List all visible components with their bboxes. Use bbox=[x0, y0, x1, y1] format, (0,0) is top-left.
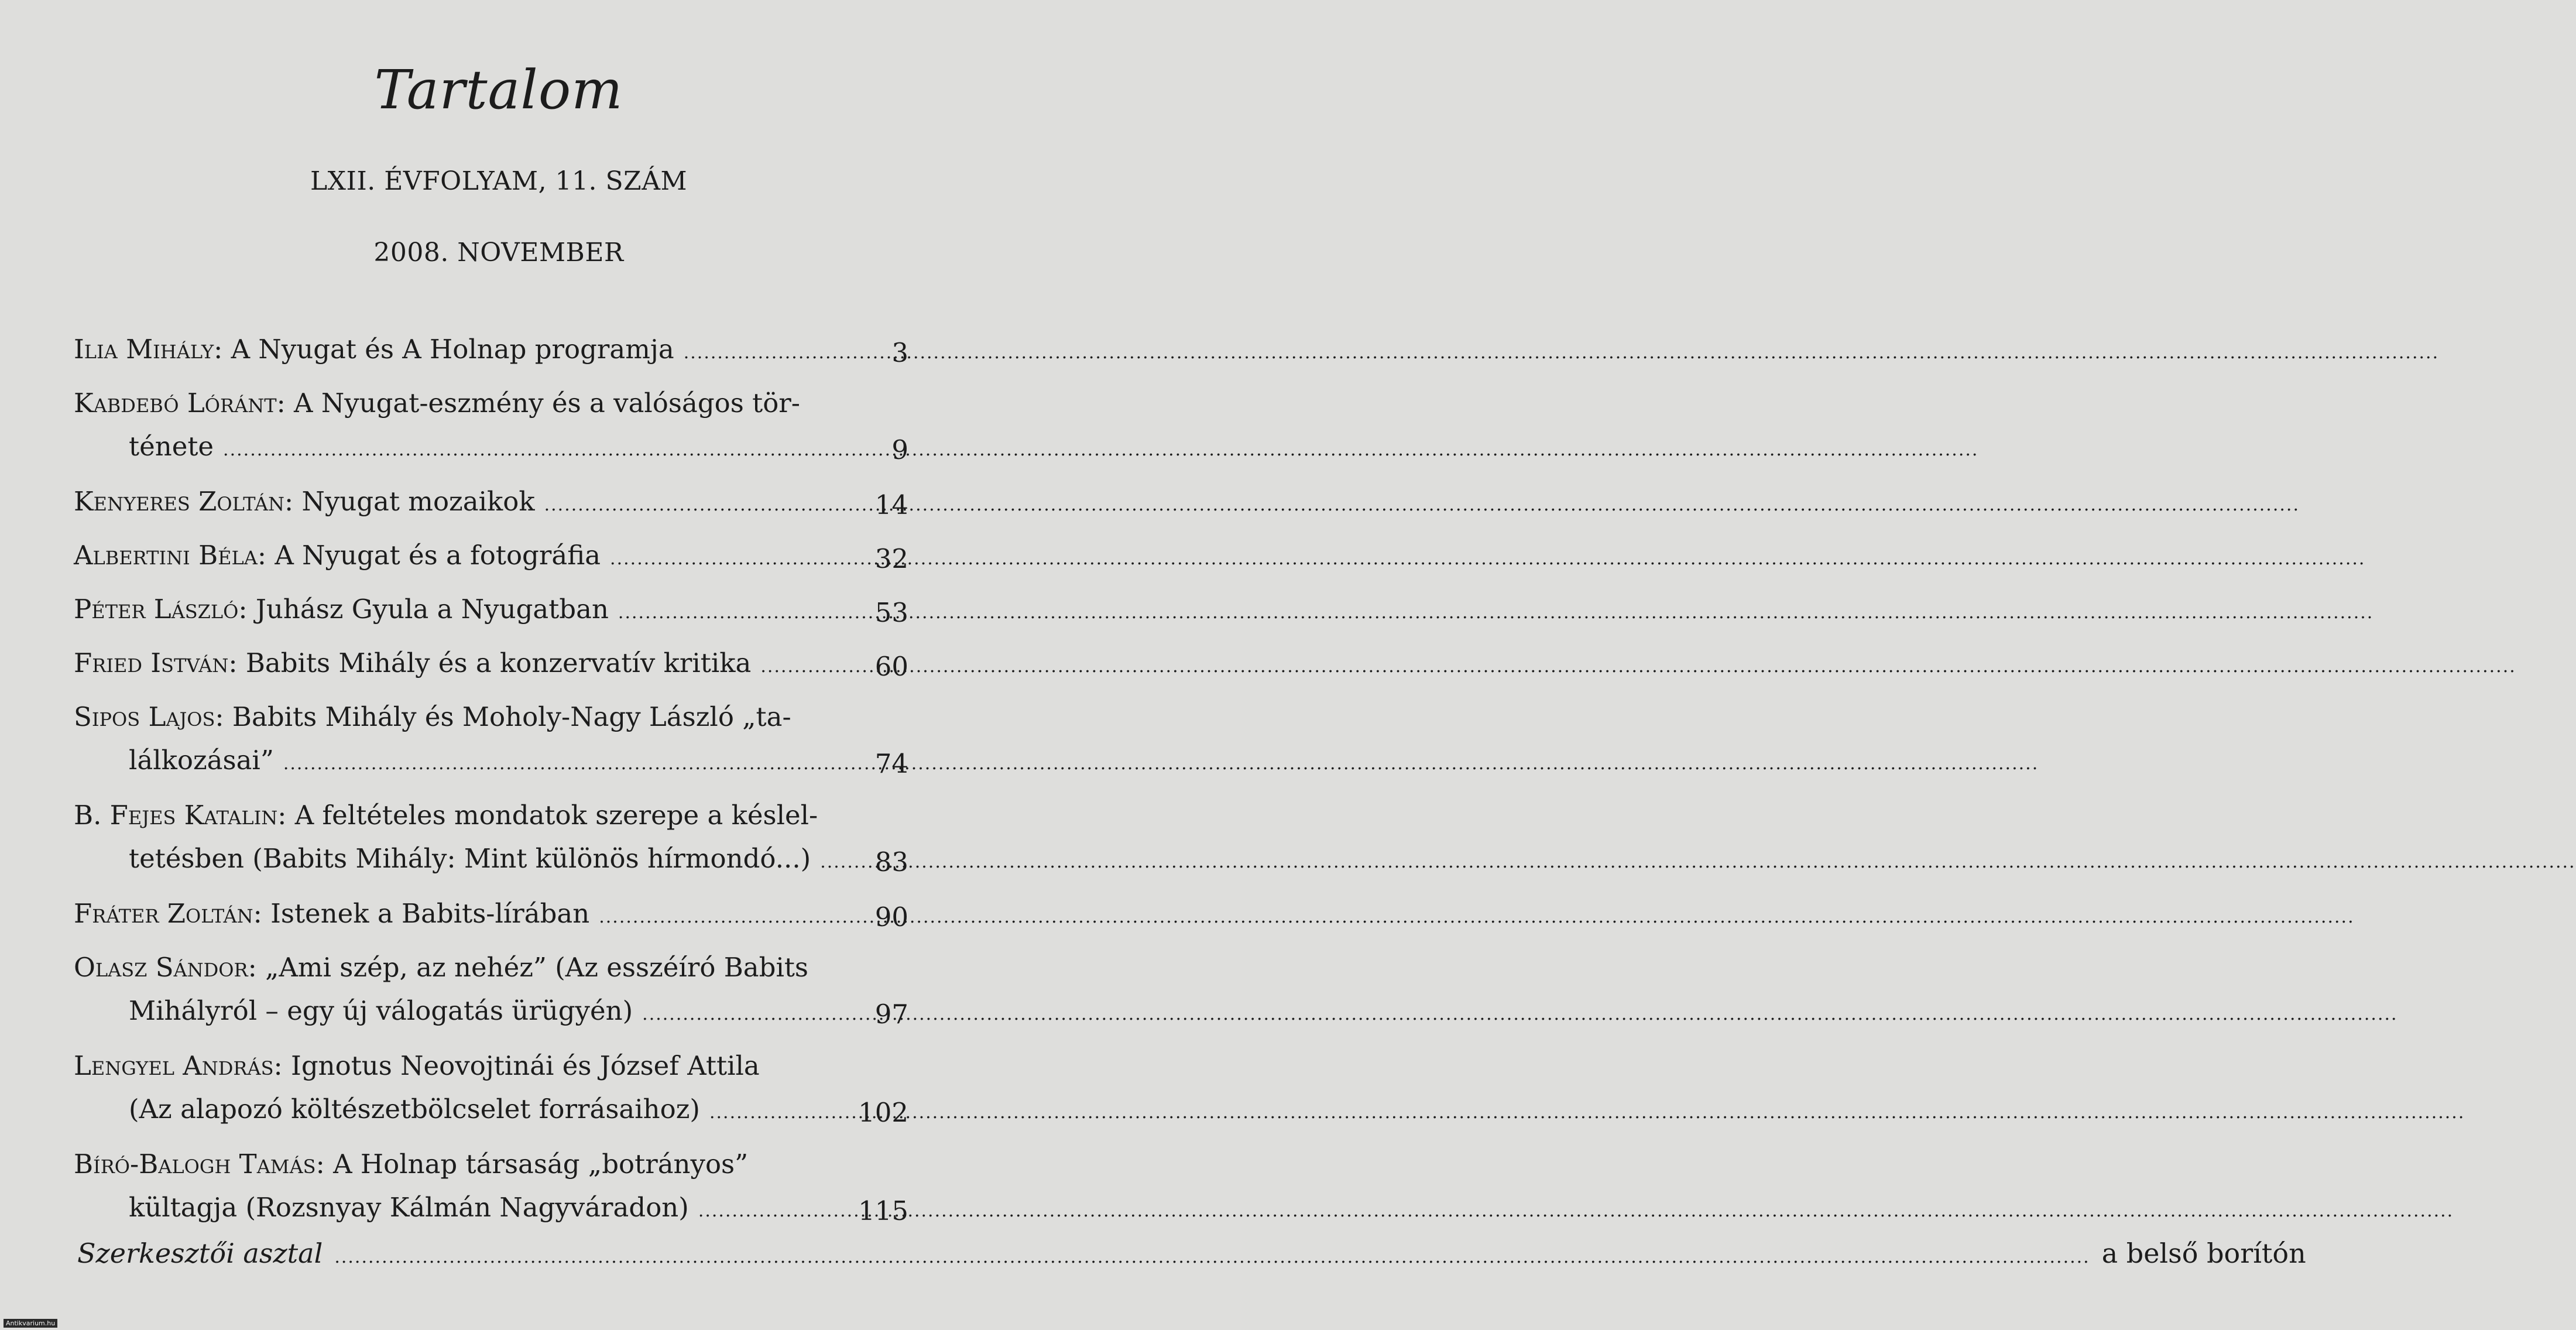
editorial-label: Szerkesztői asztal bbox=[77, 1238, 323, 1269]
dot-leader bbox=[544, 484, 2300, 527]
toc-page-number: 97 bbox=[874, 999, 908, 1030]
dot-leader bbox=[698, 1190, 2454, 1233]
toc-entry-continuation bbox=[74, 1088, 908, 1134]
toc-entry bbox=[74, 480, 908, 527]
toc-entry-line bbox=[74, 946, 908, 989]
toc-author: Ilia Mihály: bbox=[74, 334, 223, 365]
toc-title: Babits Mihály és a konzervatív kritika bbox=[245, 647, 752, 678]
toc-author: Péter László: bbox=[74, 594, 248, 625]
dot-leader bbox=[820, 841, 2575, 884]
toc-entry-line bbox=[74, 328, 908, 375]
toc-entry bbox=[74, 588, 908, 635]
toc-entry bbox=[74, 1143, 908, 1233]
toc-page-number: 14 bbox=[874, 489, 908, 520]
toc-title-continuation: tetésben (Babits Mihály: Mint különös hírmondó...) bbox=[129, 843, 811, 874]
toc-entry bbox=[74, 328, 908, 375]
toc-entry-continuation bbox=[74, 837, 908, 884]
dot-leader bbox=[283, 742, 2039, 786]
toc-entry bbox=[74, 794, 908, 884]
watermark: Antikvarium.hu bbox=[4, 1319, 57, 1328]
toc-title: A Nyugat-eszmény és a valóságos tör- bbox=[294, 388, 801, 419]
toc-entry-line bbox=[74, 1143, 908, 1186]
toc-entry-line bbox=[74, 588, 908, 635]
editorial-location: a belső borítón bbox=[2101, 1238, 2306, 1269]
toc-author: Lengyel András: bbox=[74, 1050, 283, 1081]
toc-entry-line bbox=[74, 1044, 908, 1088]
toc-title: Ignotus Neovojtinái és József Attila bbox=[291, 1050, 760, 1081]
volume-number: LXII. ÉVFOLYAM, 11. SZÁM bbox=[310, 166, 688, 196]
toc-entry bbox=[74, 534, 908, 581]
dot-leader bbox=[760, 645, 2516, 688]
toc-entry-line bbox=[74, 480, 908, 527]
toc-entry bbox=[74, 946, 908, 1036]
toc-title-continuation: (Az alapozó költészetbölcselet forrásaihoz) bbox=[129, 1094, 700, 1125]
toc-entry bbox=[74, 1044, 908, 1134]
toc-entry-line bbox=[74, 695, 908, 739]
toc-title: A Nyugat és A Holnap programja bbox=[231, 334, 674, 365]
dot-leader bbox=[684, 331, 2439, 375]
toc-title: A feltételes mondatok szerepe a késlel- bbox=[294, 800, 818, 831]
toc-entry-line bbox=[74, 642, 908, 688]
toc-author: Fráter Zoltán: bbox=[74, 898, 262, 929]
toc-author: Kenyeres Zoltán: bbox=[74, 486, 294, 517]
toc-page-number: 53 bbox=[874, 597, 908, 628]
toc-title: Juhász Gyula a Nyugatban bbox=[255, 594, 609, 625]
toc-title: Nyugat mozaikok bbox=[301, 486, 535, 517]
toc-page-number: 115 bbox=[858, 1195, 908, 1226]
toc-page-number: 32 bbox=[874, 543, 908, 574]
toc-entry-line bbox=[74, 534, 908, 581]
toc-author: Albertini Béla: bbox=[74, 540, 267, 571]
page-title: Tartalom bbox=[374, 59, 623, 121]
toc-author: Sipos Lajos: bbox=[74, 701, 224, 732]
toc-page-number: 83 bbox=[874, 846, 908, 877]
issue-date: 2008. NOVEMBER bbox=[373, 238, 624, 268]
toc-title: A Holnap társaság „botrányos” bbox=[333, 1149, 749, 1180]
toc-entry-continuation bbox=[74, 989, 908, 1036]
toc-entry-continuation bbox=[74, 425, 908, 472]
toc-author: Kabdebó Lóránt: bbox=[74, 388, 286, 419]
toc-author: B. Fejes Katalin: bbox=[74, 800, 287, 831]
toc-title: „Ami szép, az nehéz” (Az esszéíró Babits bbox=[265, 952, 809, 983]
toc-title-continuation: kültagja (Rozsnyay Kálmán Nagyváradon) bbox=[129, 1192, 689, 1223]
toc-title-continuation: ténete bbox=[129, 431, 214, 462]
toc-entry-continuation bbox=[74, 739, 908, 786]
toc-entry bbox=[74, 695, 908, 786]
toc-page-number: 74 bbox=[874, 748, 908, 779]
toc-entry bbox=[74, 642, 908, 688]
toc-entry-line bbox=[74, 794, 908, 837]
toc-page-number: 90 bbox=[874, 901, 908, 933]
toc-title: Istenek a Babits-lírában bbox=[270, 898, 590, 929]
table-of-contents bbox=[74, 328, 908, 1233]
toc-author: Fried István: bbox=[74, 647, 238, 678]
dot-leader bbox=[709, 1091, 2465, 1134]
toc-author: Olasz Sándor: bbox=[74, 952, 257, 983]
dot-leader bbox=[334, 1247, 2090, 1267]
toc-title: A Nyugat és a fotográfia bbox=[275, 540, 601, 571]
toc-page-number: 102 bbox=[858, 1097, 908, 1128]
toc-title: Babits Mihály és Moholy-Nagy László „ta- bbox=[232, 701, 791, 732]
toc-title-continuation: Mihályról – egy új válogatás ürügyén) bbox=[129, 995, 633, 1026]
toc-entry-continuation bbox=[74, 1186, 908, 1233]
toc-page-number: 60 bbox=[874, 651, 908, 682]
toc-entry bbox=[74, 382, 908, 472]
toc-title-continuation: lálkozásai” bbox=[129, 745, 274, 776]
dot-leader bbox=[223, 429, 1978, 472]
toc-entry-line bbox=[74, 382, 908, 425]
toc-page-number: 9 bbox=[891, 434, 908, 465]
toc-author: Bíró-Balogh Tamás: bbox=[74, 1149, 325, 1180]
toc-entry-line bbox=[74, 892, 908, 939]
editorial-entry bbox=[77, 1238, 2306, 1269]
toc-page-number: 3 bbox=[891, 337, 908, 368]
toc-entry bbox=[74, 892, 908, 939]
